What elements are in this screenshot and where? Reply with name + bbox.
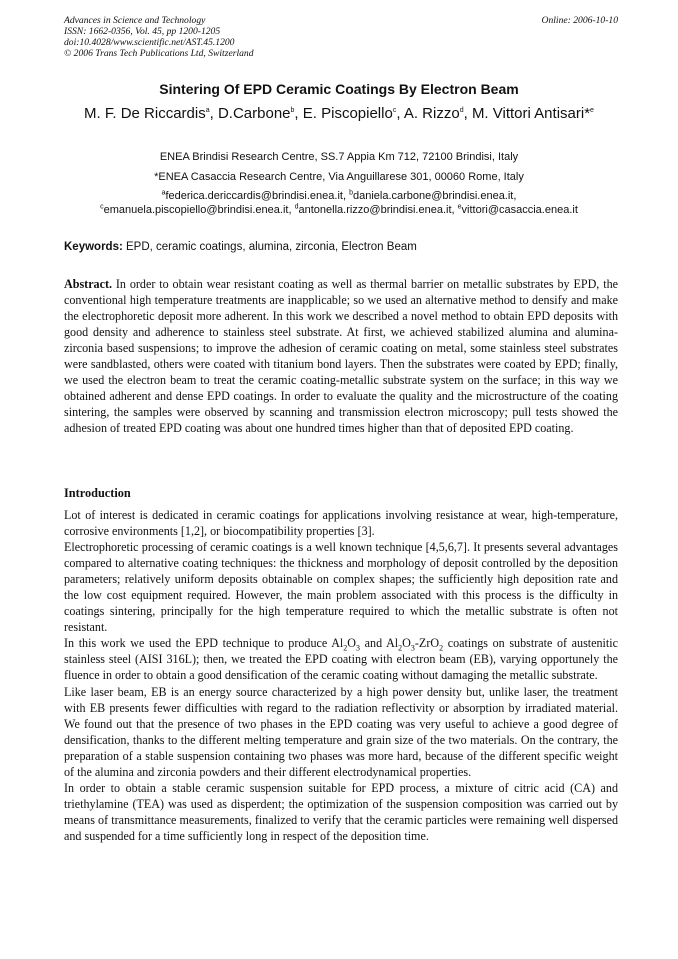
paragraph: In this work we used the EPD technique to produce $Al_2O_3$ and $Al_2O_3-ZrO_2$ coatings on substrate of austenitic stainless steel (AISI 316L); then, we treated the EPD coating with electron beam (EB), varying opportunely the fluence in order to obtain a good densification of the ceramic coating without damaging the metallic substrate. [64,636,619,683]
author-mark: d [459,107,464,114]
introduction-heading: Introduction [64,486,131,500]
author-mark: e [590,107,594,114]
email-link[interactable]: emanuela.piscopiello@brindisi.enea.it, [103,204,292,216]
journal-header [64,15,618,59]
author: E. Piscopiello [302,105,393,122]
introduction-body [64,507,618,844]
email-link[interactable]: federica.dericcardis@brindisi.enea.it, [165,190,347,202]
abstract-text: In order to obtain wear resistant coating as well as thermal barrier on metallic substrates by EPD, the conventional high temperature treatments are inapplicable; so we used an alternative method to densify and make the electrophoretic deposit more adherent. In this work we described a novel method to obtain EPD deposits with good density and adherence to stainless steel substrate. At first, we achieved stabilized alumina and alumina-zirconia based suspensions; to improve the adhesion of ceramic coating on metal, some stainless steel substrates were sandblasted, others were coated with titanium bond layers. Then the substrates were coated by EPD; finally, we used the electron beam to treat the ceramic coating-metallic substrate system on the surface; in this way we obtained adherent and dense EPD coatings. In order to evaluate the quality and the microstructure of the coating sintering, the samples were observed by scanning and transmission electron microscopy; pull tests showed the adhesion of treated EPD coating was about one hundred times higher than that of deposited EPD coating. [64,277,618,436]
online-date: Online: 2006-10-10 [541,15,618,26]
journal-name: Advances in Science and Technology [64,15,206,26]
affiliation-brindisi: ENEA Brindisi Research Centre, SS.7 Appia Km 712, 72100 Brindisi, Italy [159,151,519,163]
author-list: M. F. De Riccardis$^a$, D.Carbone$^b$, E. Piscopiello$^c$, A. Rizzo$^d$, M. Vittori Antisari*$^e$ [84,105,594,122]
author-mark: b [290,107,295,114]
author-mark: a [205,107,210,114]
affiliation-casaccia: *ENEA Casaccia Research Centre, Via Anguillarese 301, 00060 Rome, Italy [154,171,524,183]
keywords-text: EPD, ceramic coatings, alumina, zirconia, Electron Beam [126,241,417,253]
journal-copyright: © 2006 Trans Tech Publications Ltd, Switzerland [64,48,254,59]
paper-title: Sintering Of EPD Ceramic Coatings By Electron Beam [159,81,519,97]
author-mark: c [392,107,397,114]
author: M. Vittori Antisari* [471,105,591,122]
paragraph: Like laser beam, EB is an energy source characterized by a high power density but, unlike laser, the treatment with EB presents fewer difficulties with regard to the radiation reflectivity or absorption by irradiated material. We found out that the presence of two phases in the EPD coating was very useful to achieve a good degree of densification, thanks to the different melting temperature and grain size of the two materials. On the contrary, the preparation of a stable suspension containing two phases was more hard, because of the different specific weight of the alumina and zirconia powders and their different electrodynamical properties. [64,684,618,779]
paragraph: Lot of interest is dedicated in ceramic coatings for applications involving resistance at wear, high-temperature, corrosive environments [1,2], or biocompatibility properties [3]. [64,508,618,539]
author-emails: $^a$federica.dericcardis@brindisi.enea.it, $^b$daniela.carbone@brindisi.enea.it, $^c$emanuela.piscopiello@brindisi.enea.it, $^d$antonella.rizzo@brindisi.enea.it, $^e$vittori@casaccia.enea.it [100,189,578,216]
paragraph: Electrophoretic processing of ceramic coatings is a well known technique [4,5,6,7]. It presents several advantages compared to alternative coating techniques: the thickness and morphology of deposit controlled by the deposition parameters; relatively uniform deposits obtainable on complex shapes; the sufficiently high deposition rate and the low cost equipment required. However, the main problem associated with this process is the difficulty in coatings sintering, principally for the high temperature required to which the metallic substrate is often not resistant. [64,540,618,635]
journal-issn: ISSN: 1662-0356, Vol. 45, pp 1200-1205 [64,26,221,37]
abstract [64,276,618,436]
email-link[interactable]: vittori@casaccia.enea.it [461,204,578,216]
abstract-label: Abstract. [64,277,113,291]
author: M. F. De Riccardis [84,105,206,122]
journal-doi: doi:10.4028/www.scientific.net/AST.45.1200 [64,37,235,48]
email-link[interactable]: antonella.rizzo@brindisi.enea.it, [298,204,455,216]
author: A. Rizzo [403,105,460,122]
paragraph: In order to obtain a stable ceramic suspension suitable for EPD process, a mixture of citric acid (CA) and triethylamine (TEA) was used as disperdent; the optimization of the suspension composition was carried out by means of transmittance measurements, finalized to verify that the ceramic particles were remaining well dispersed and suspended for a time sufficiently long in respect of the deposition time. [64,780,618,843]
email-link[interactable]: daniela.carbone@brindisi.enea.it, [352,190,517,202]
author: D.Carbone [217,105,291,122]
keywords [64,241,618,253]
keywords-label: Keywords: [64,241,123,253]
